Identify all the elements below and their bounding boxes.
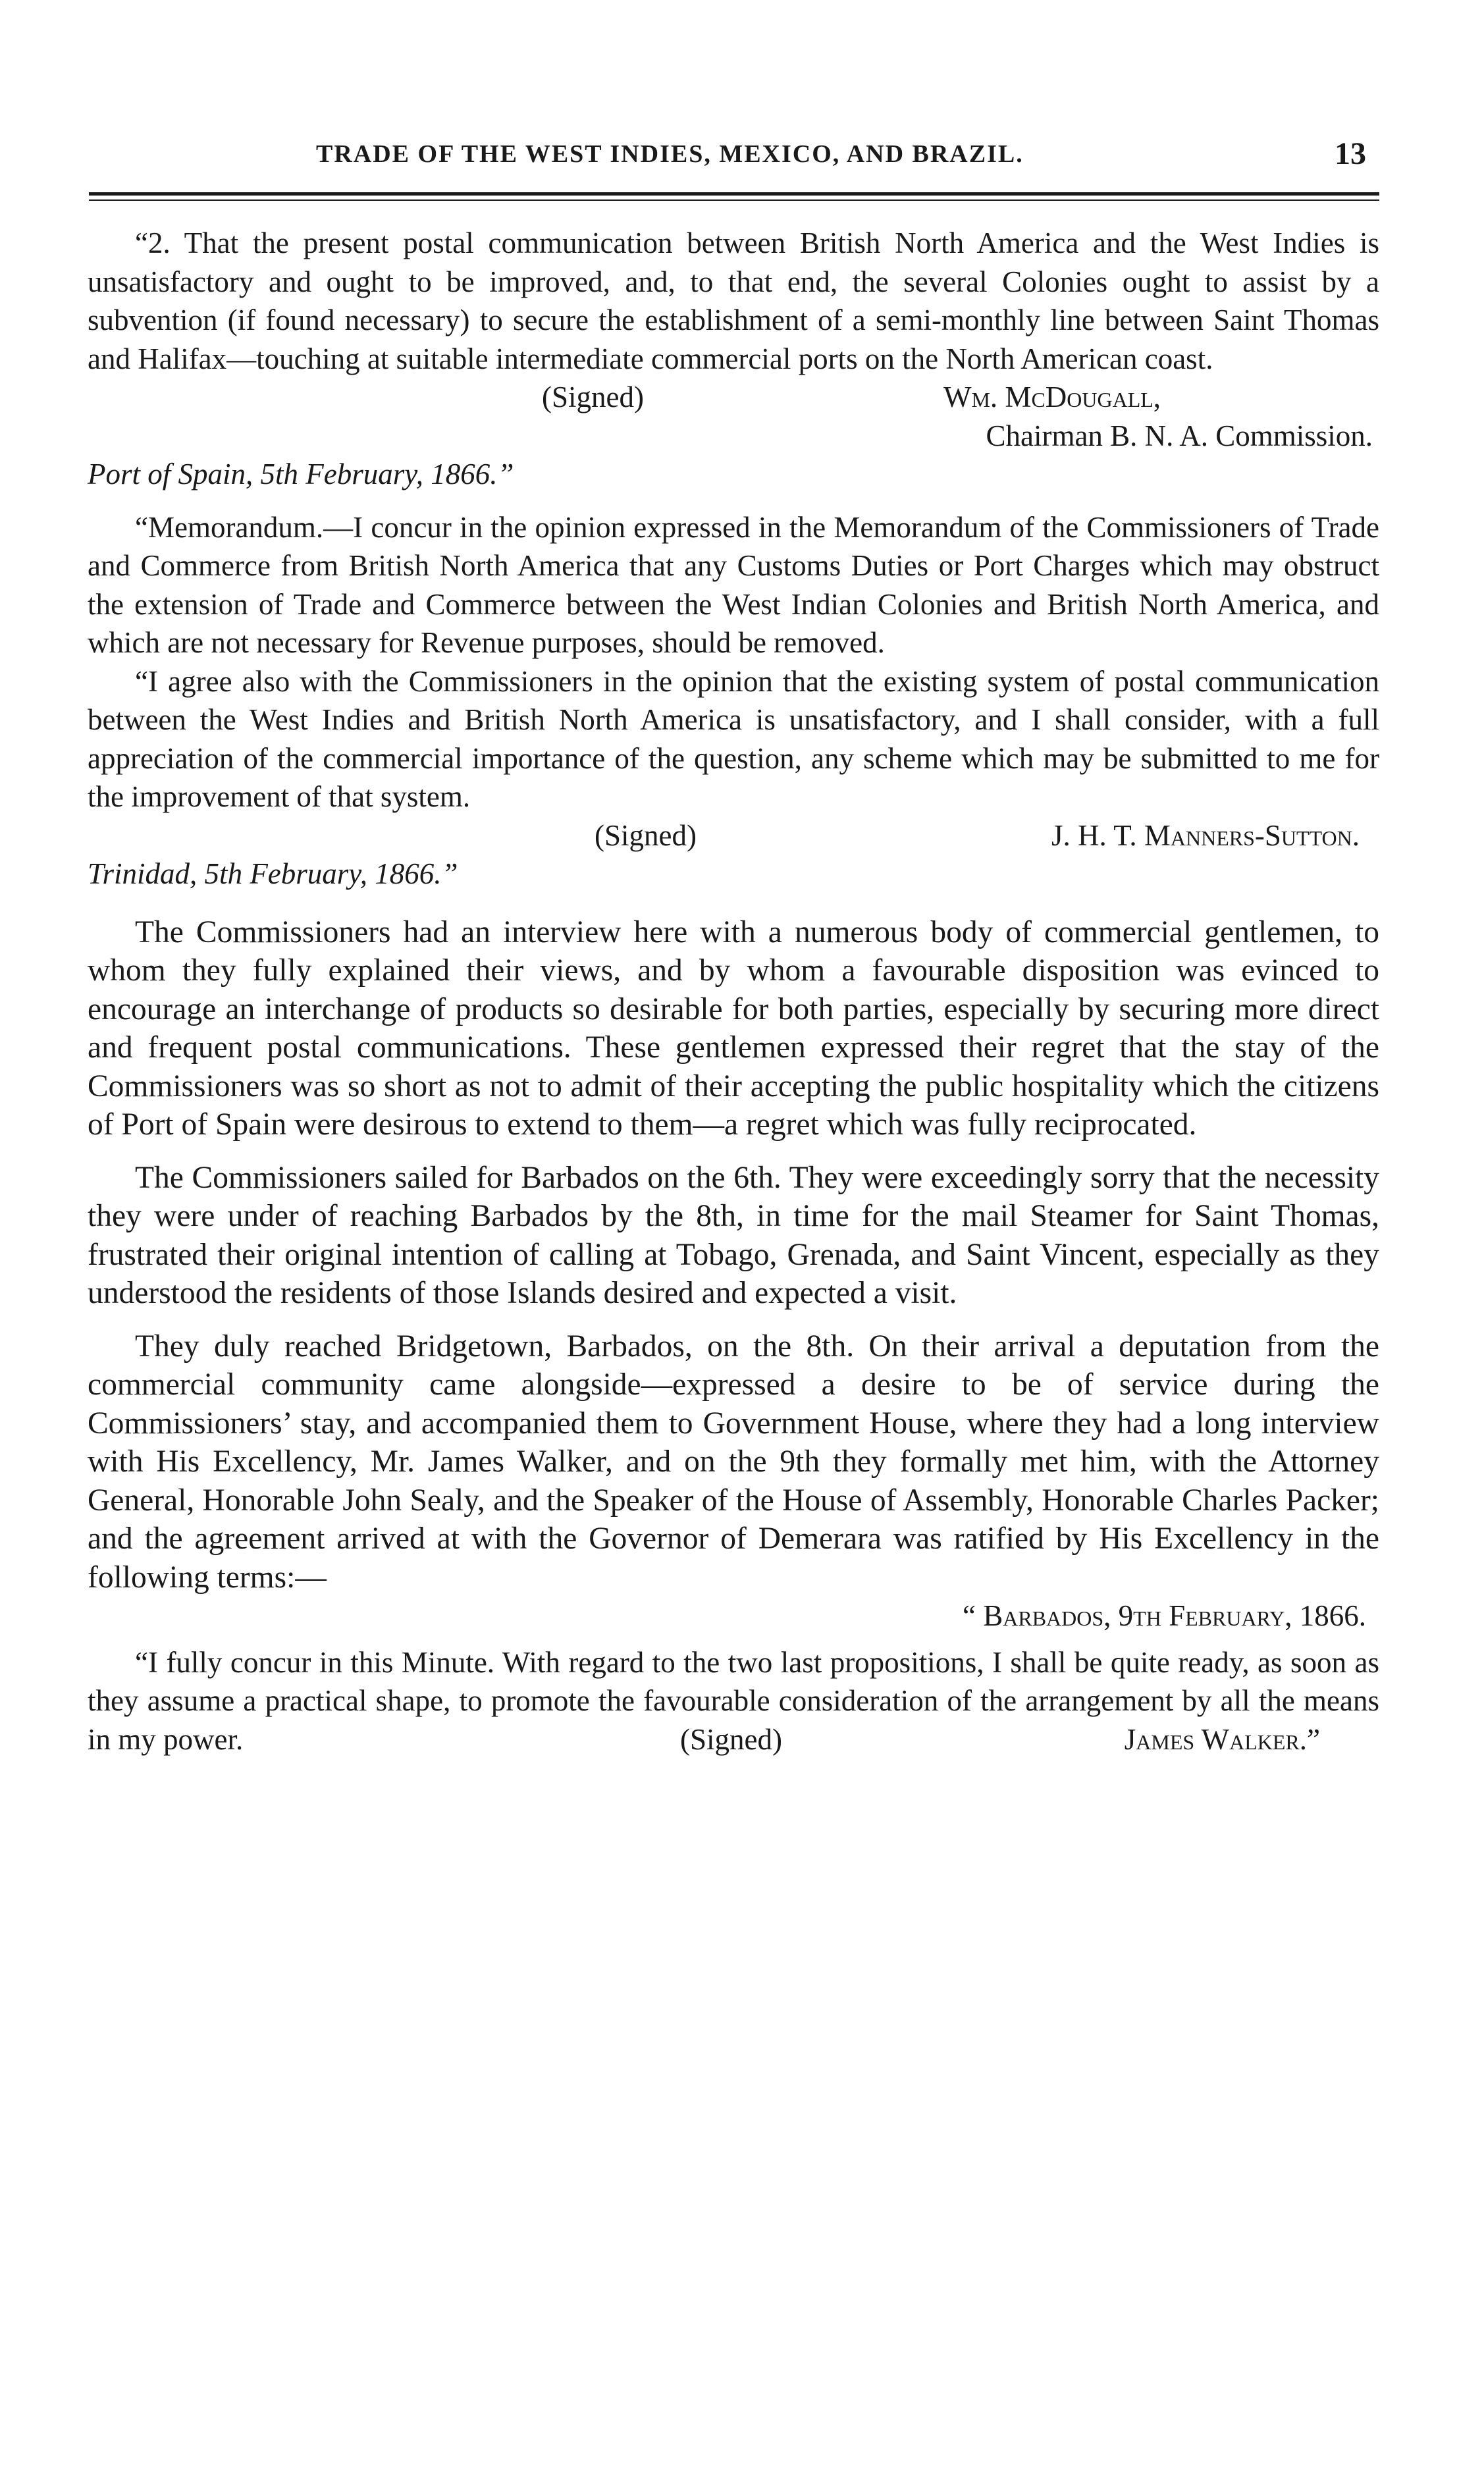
paragraph-walker-minute: “I fully concur in this Minute. With regard to the two last propositions, I shall be quite ready, as soon as they assume a practical shape, to promote the favourable consideration of the arrangement by all the means in my power.: [88, 1645, 1379, 1756]
signed-label: (Signed): [680, 1722, 782, 1756]
header-rule-thin: [89, 199, 1379, 201]
signatory-title: Chairman B. N. A. Commission.: [986, 419, 1373, 452]
place-date-trinidad: Trinidad, 5th February, 1866.”: [88, 857, 458, 890]
running-head: TRADE OF THE WEST INDIES, MEXICO, AND BRAZIL.: [316, 140, 1024, 168]
memorandum-paragraph-2: “I agree also with the Commissioners in the opinion that the existing system of postal communication between the West Indies and British North America is unsatisfactory, and I shall consider, with a full appreciation of the commercial importance of the question, any scheme which may be submitted to me for the improvement of that system.: [88, 664, 1379, 813]
place-date-port-of-spain: Port of Spain, 5th February, 1866.”: [88, 458, 514, 490]
page-body: [88, 224, 1379, 1759]
signed-label: (Signed): [542, 381, 644, 413]
quoted-minute-block: [88, 1597, 1379, 1759]
memo-paragraph-2: “2. That the present postal communication between British North America and the West Indies is unsatisfactory and ought to be improved, and, to that end, the several Colonies ought to assist by a subvention (if found necessary) to secure the establishment of a semi-monthly line between Saint Thomas and Halifax—touching at suitable intermediate commercial ports on the North American coast.: [88, 226, 1379, 375]
signature-line-manners-sutton: [88, 816, 1379, 855]
memorandum-paragraph-1: “Memorandum.—I concur in the opinion expressed in the Memorandum of the Commissioners of Trade and Commerce from British North America that any Customs Duties or Port Charges which may obstruct the extension of Trade and Commerce between the West Indian Colonies and British North America, and which are not necessary for Revenue purposes, should be removed.: [88, 510, 1379, 659]
paragraph-bridgetown-arrival: They duly reached Bridgetown, Barbados, on the 8th. On their arrival a deputation from the commercial community came alongside—expressed a desire to be of service during the Commissioners’ stay, and accompanied them to Government House, where they had a long interview with His Excellency, Mr. James Walker, and on the 9th they formally met him, with the Attorney General, Honorable John Sealy, and the Speaker of the House of Assembly, Honorable Charles Packer; and the agreement arrived at with the Governor of Demerara was ratified by His Excellency in the following terms:—: [88, 1329, 1379, 1595]
signatory-name: James Walker.”: [1124, 1722, 1320, 1756]
signatory-name: Wm. McDougall,: [943, 381, 1161, 413]
page-number: 13: [1335, 136, 1366, 171]
paragraph-commissioners-interview: The Commissioners had an interview here with a numerous body of commercial gentlemen, to whom they fully explained their views, and by whom a favourable disposition was evinced to encourage an interchange of products so desirable for both parties, especially by securing more direct and frequent postal communications. These gentlemen expressed their regret that the stay of the Commissioners was so short as not to admit of their accepting the public hospitality which the citizens of Port of Spain were desirous to extend to them—a regret which was fully reciprocated.: [88, 914, 1379, 1142]
paragraph-sailed-for-barbados: The Commissioners sailed for Barbados on the 6th. They were exceedingly sorry that the necessity they were under of reaching Barbados by the 8th, in time for the mail Steamer for Saint Thomas, frustrated their original intention of calling at Tobago, Grenada, and Saint Vincent, especially as they understood the residents of those Islands desired and expected a visit.: [88, 1160, 1379, 1310]
page-header: [89, 138, 1379, 178]
signature-title-line: [88, 417, 1379, 456]
dateline-text: “ Barbados, 9th February, 1866.: [963, 1599, 1366, 1632]
signed-label: (Signed): [595, 818, 697, 852]
signature-line-walker: [88, 1720, 1379, 1759]
signature-line-mcdougall: [88, 378, 1379, 417]
barbados-dateline: [88, 1597, 1379, 1635]
signatory-name: J. H. T. Manners-Sutton.: [1051, 818, 1360, 852]
header-rule-thick: [89, 192, 1379, 196]
quoted-memorandum-block: [88, 224, 1379, 893]
